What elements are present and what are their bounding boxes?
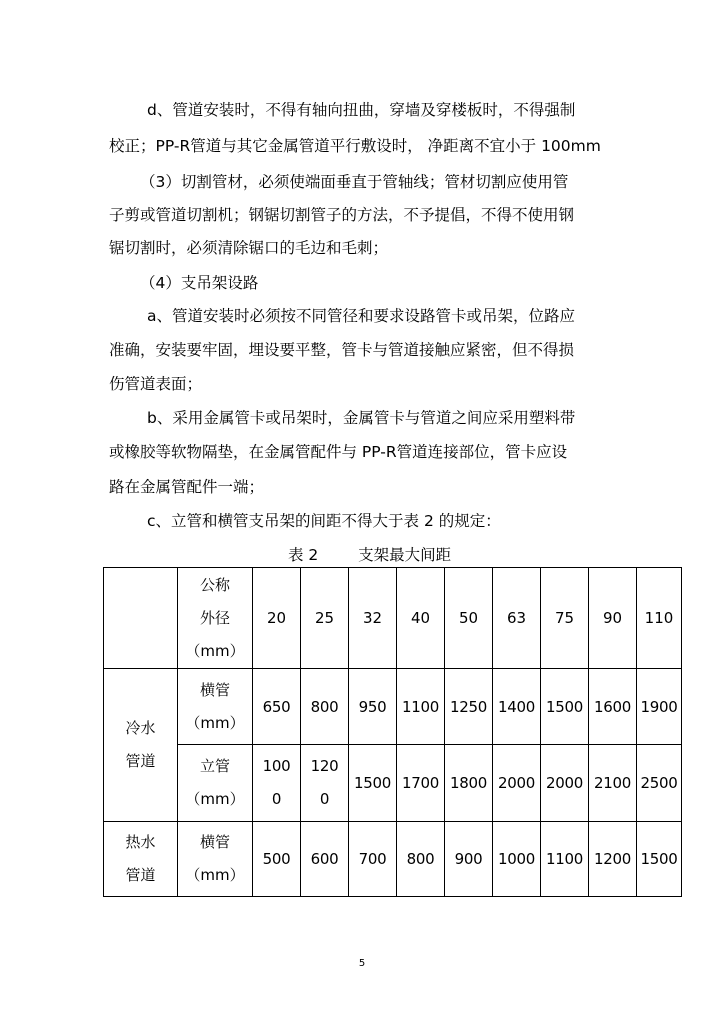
row-label-line: （mm） (185, 866, 245, 884)
row-label-line: （mm） (185, 790, 245, 808)
group-label-line: 管道 (125, 752, 156, 770)
value-cell: 2100 (589, 745, 637, 822)
paragraph-line: d、管道安装时，不得有轴向扭曲，穿墙及穿楼板时，不得强制 (147, 101, 576, 119)
header-label-line: （mm） (185, 641, 245, 660)
vertical-pipe-label-cell (178, 745, 253, 822)
diameter-cell: 25 (301, 568, 349, 669)
paragraph-line: 或橡胶等软物隔垫，在金属管配件与 PP-R管道连接部位，管卡应设 (109, 443, 568, 461)
paragraph-line: （3）切割管材，必须使端面垂直于管轴线；管材切割应使用管 (140, 173, 569, 191)
value-cell: 1200 (589, 822, 637, 897)
value-cell: 1100 (541, 822, 589, 897)
page-number: 5 (358, 958, 366, 969)
value-cell: 700 (349, 822, 397, 897)
value-cell: 2000 (493, 745, 541, 822)
diameter-cell: 75 (541, 568, 589, 669)
value-cell: 1900 (637, 669, 682, 745)
value-cell: 1600 (589, 669, 637, 745)
paragraph-line: 准确，安装要牢固，埋设要平整，管卡与管道接触应紧密，但不得损 (109, 341, 575, 359)
header-label-line: 公称 (199, 575, 230, 594)
value-cell: 1800 (445, 745, 493, 822)
value-cell: 1500 (541, 669, 589, 745)
value-cell: 800 (397, 822, 445, 897)
value-cell: 500 (253, 822, 301, 897)
paragraph-line: a、管道安装时必须按不同管径和要求设路管卡或吊架，位路应 (147, 307, 576, 325)
row-label-line: 横管 (199, 680, 230, 699)
row-label-line: 横管 (199, 833, 230, 851)
row-label-line: 立管 (199, 757, 230, 775)
value-cell: 1500 (637, 822, 682, 897)
diameter-cell: 32 (349, 568, 397, 669)
group-label-line: 冷水 (125, 719, 156, 737)
diameter-cell: 20 (253, 568, 301, 669)
value-cell: 2500 (637, 745, 682, 822)
table-caption (288, 545, 451, 565)
wrapped-value-line: 0 (271, 790, 282, 808)
paragraph-line: 路在金属管配件一端； (109, 478, 265, 496)
group-label-line: 管道 (125, 866, 156, 884)
paragraph-line: c、立管和横管支吊架的间距不得大于表 2 的规定： (147, 512, 501, 530)
empty-corner-cell (104, 568, 178, 669)
table-row (104, 669, 682, 745)
table-row (104, 822, 682, 897)
wrapped-value-line: 100 (262, 757, 291, 775)
paragraph-line: 锯切割时，必须清除锯口的毛边和毛刺； (109, 239, 389, 257)
value-cell: 900 (445, 822, 493, 897)
paragraph-line: 校正；PP-R管道与其它金属管道平行敷设时， 净距离不宜小于 100mm (109, 137, 601, 155)
value-cell: 2000 (541, 745, 589, 822)
support-spacing-table (103, 567, 682, 897)
paragraph-line: b、采用金属管卡或吊架时，金属管卡与管道之间应采用塑料带 (147, 409, 576, 427)
table-row (104, 568, 682, 669)
table-row (104, 745, 682, 822)
horizontal-pipe-label-cell (178, 669, 253, 745)
value-cell: 600 (301, 822, 349, 897)
paragraph-line: 子剪或管道切割机；钢锯切割管子的方法，不予提倡，不得不使用钢 (109, 206, 575, 224)
value-cell (253, 745, 301, 822)
hot-water-group-cell (104, 822, 178, 897)
wrapped-value-line: 0 (319, 790, 330, 808)
diameter-cell: 110 (637, 568, 682, 669)
header-label-line: 外径 (199, 608, 230, 627)
diameter-header-cell (178, 568, 253, 669)
diameter-cell: 90 (589, 568, 637, 669)
value-cell: 800 (301, 669, 349, 745)
diameter-cell: 50 (445, 568, 493, 669)
diameter-cell: 63 (493, 568, 541, 669)
diameter-cell: 40 (397, 568, 445, 669)
value-cell: 1000 (493, 822, 541, 897)
group-label-line: 热水 (125, 833, 156, 851)
value-cell: 1700 (397, 745, 445, 822)
cold-water-group-cell (104, 669, 178, 822)
value-cell: 950 (349, 669, 397, 745)
section-heading: （4）支吊架设路 (140, 274, 259, 292)
paragraph-line: 伤管道表面； (109, 375, 203, 393)
wrapped-value-line: 120 (310, 757, 339, 775)
value-cell: 650 (253, 669, 301, 745)
row-label-line: （mm） (185, 713, 245, 732)
horizontal-pipe-label-cell (178, 822, 253, 897)
value-cell (301, 745, 349, 822)
value-cell: 1400 (493, 669, 541, 745)
value-cell: 1250 (445, 669, 493, 745)
value-cell: 1500 (349, 745, 397, 822)
value-cell: 1100 (397, 669, 445, 745)
table-caption-number: 表 2 (288, 546, 319, 564)
table-caption-title: 支架最大间距 (358, 546, 452, 564)
